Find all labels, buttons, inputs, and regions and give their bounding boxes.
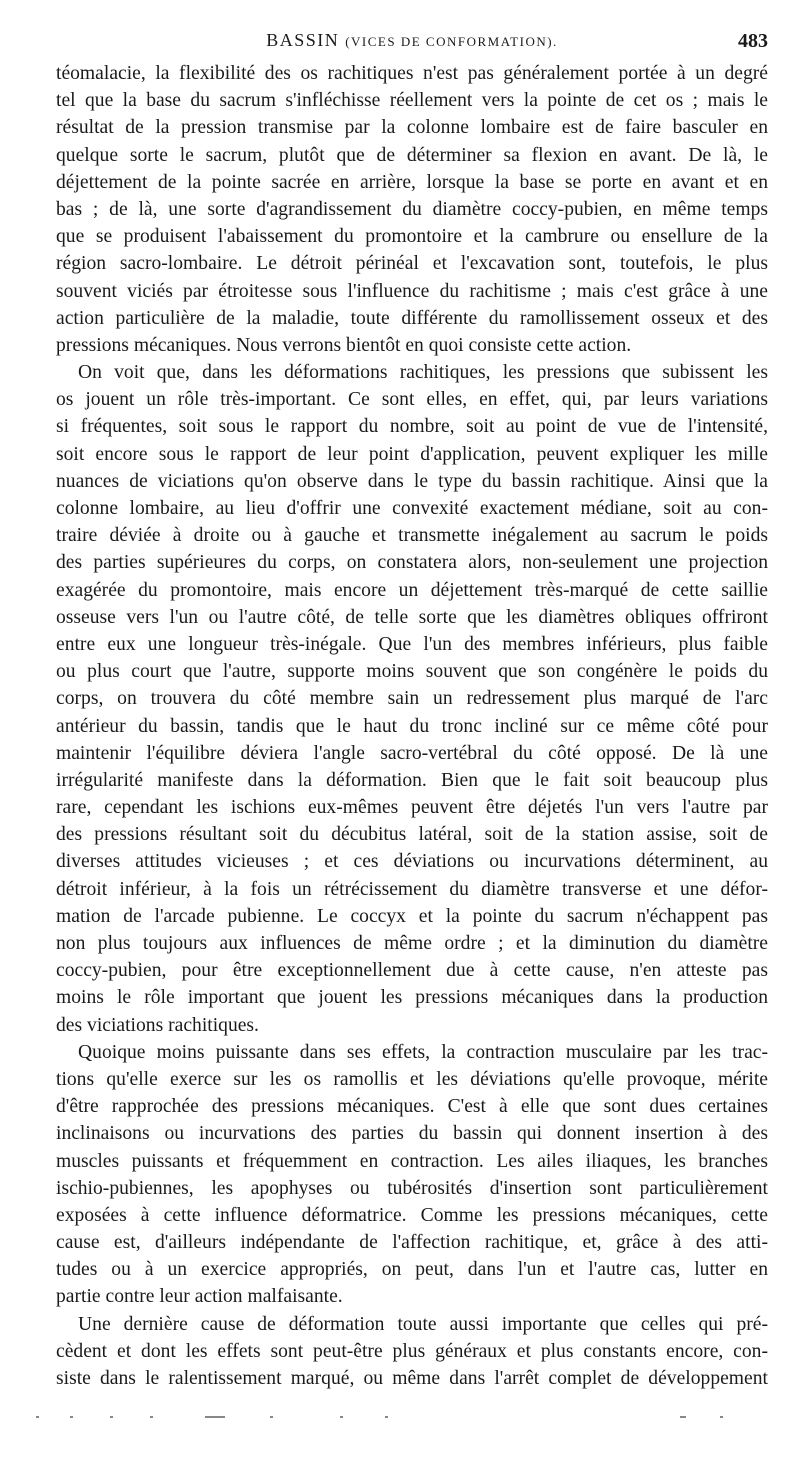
text-line: quelque sorte le sacrum, plutôt que de déterminer sa flexion en avant. De là, le bbox=[56, 144, 768, 166]
text-line: irrégularité manifeste dans la déformation. Bien que le fait soit beaucoup plus bbox=[56, 769, 768, 791]
text-line: osseuse vers l'un ou l'autre côté, de telle sorte que les diamètres obliques offriront bbox=[56, 606, 768, 628]
text-line: moins le rôle important que jouent les pressions mécaniques dans la production bbox=[56, 987, 768, 1009]
running-head-main: BASSIN bbox=[266, 30, 340, 50]
text-line: d'être rapprochée des pressions mécaniques. C'est à elle que sont dues certaines bbox=[56, 1096, 768, 1118]
text-line: tions qu'elle exerce sur les os ramollis et les déviations qu'elle provoque, mérite bbox=[56, 1068, 768, 1090]
running-head bbox=[56, 30, 768, 51]
text-line: action particulière de la maladie, toute différente du ramollissement osseux et des bbox=[56, 307, 768, 329]
text-line: tel que la base du sacrum s'infléchisse réellement vers la pointe de cet os ; mais le bbox=[56, 90, 768, 112]
text-line: ou plus court que l'autre, supporte moins souvent que son congénère le poids du bbox=[56, 661, 768, 683]
text-line: si fréquentes, soit sous le rapport du nombre, soit au point de vue de l'intensité, bbox=[56, 416, 768, 438]
text-line: exposées à cette influence déformatrice. Comme les pressions mécaniques, cette bbox=[56, 1204, 768, 1226]
text-line: bas ; de là, une sorte d'agrandissement du diamètre coccy-pubien, en même temps bbox=[56, 198, 768, 220]
paragraph bbox=[56, 1039, 768, 1311]
text-line: Quoique moins puissante dans ses effets, la contraction musculaire par les trac- bbox=[78, 1041, 768, 1063]
text-line: rare, cependant les ischions eux-mêmes peuvent être déjetés l'un vers l'autre par bbox=[56, 797, 768, 819]
paragraph bbox=[56, 60, 768, 359]
running-head-sub: (VICES DE CONFORMATION). bbox=[345, 34, 558, 49]
text-line: maintenir l'équilibre déviera l'angle sacro-vertébral du côté opposé. De là une bbox=[56, 742, 768, 764]
text-line: partie contre leur action malfaisante. bbox=[56, 1286, 343, 1308]
text-line: entre eux une longueur très-inégale. Que l'un des membres inférieurs, plus faible bbox=[56, 633, 768, 655]
text-line: détroit inférieur, à la fois un rétrécissement du diamètre transverse et une défor- bbox=[56, 878, 768, 900]
text-line: souvent viciés par étroitesse sous l'influence du rachitisme ; mais c'est grâce à une bbox=[56, 280, 768, 302]
text-line: des viciations rachitiques. bbox=[56, 1014, 259, 1036]
text-line: Une dernière cause de déformation toute aussi importante que celles qui pré- bbox=[78, 1313, 768, 1335]
text-line: déjettement de la pointe sacrée en arrière, lorsque la base se porte en avant et en bbox=[56, 171, 768, 193]
text-line: cause est, d'ailleurs indépendante de l'affection rachitique, et, grâce à des atti- bbox=[56, 1232, 768, 1254]
text-line: mation de l'arcade pubienne. Le coccyx et la pointe du sacrum n'échappent pas bbox=[56, 905, 768, 927]
text-line: colonne lombaire, au lieu d'offrir une convexité exactement médiane, soit au con- bbox=[56, 498, 768, 519]
text-line: nuances de viciations qu'on observe dans le type du bassin rachitique. Ainsi que la bbox=[56, 470, 768, 492]
text-line: résultat de la pression transmise par la colonne lombaire est de faire basculer en bbox=[56, 117, 768, 139]
text-line: os jouent un rôle très-important. Ce sont elles, en effet, qui, par leurs variations bbox=[56, 389, 768, 411]
text-line: ischio-pubiennes, les apophyses ou tubérosités d'insertion sont particulièrement bbox=[56, 1177, 768, 1199]
text-line: non plus toujours aux influences de même ordre ; et la diminution du diamètre bbox=[56, 933, 768, 954]
text-line: tudes ou à un exercice appropriés, on peut, dans l'un et l'autre cas, lutter en bbox=[56, 1259, 768, 1281]
text-line: des pressions résultant soit du décubitus latéral, soit de la station assise, soit de bbox=[56, 824, 768, 846]
text-line: exagérée du promontoire, mais encore un déjettement très-marqué de cette saillie bbox=[56, 579, 768, 601]
text-line: On voit que, dans les déformations rachitiques, les pressions que subissent les bbox=[78, 362, 768, 384]
text-line: que se produisent l'abaissement du promontoire et la cambrure ou ensellure de la bbox=[56, 226, 768, 248]
text-line: des parties supérieures du corps, on constatera alors, non-seulement une projection bbox=[56, 552, 768, 574]
page-number: 483 bbox=[738, 30, 768, 52]
text-line: muscles puissants et fréquemment en contraction. Les ailes iliaques, les branches bbox=[56, 1150, 768, 1172]
paragraph bbox=[56, 1311, 768, 1393]
paragraph bbox=[56, 359, 768, 1039]
text-line: cèdent et dont les effets sont peut-être plus généraux et plus constants encore, con- bbox=[56, 1340, 768, 1362]
text-line: corps, on trouvera du côté membre sain un redressement plus marqué de l'arc bbox=[56, 688, 768, 710]
text-line: inclinaisons ou incurvations des parties du bassin qui donnent insertion à des bbox=[56, 1123, 768, 1145]
text-line: siste dans le ralentissement marqué, ou même dans l'arrêt complet de développement bbox=[56, 1368, 768, 1389]
text-line: téomalacie, la flexibilité des os rachitiques n'est pas généralement portée à un degré bbox=[56, 63, 768, 84]
body-text bbox=[56, 60, 768, 1392]
text-line: traire déviée à droite ou à gauche et transmette inégalement au sacrum le poids bbox=[56, 525, 768, 547]
footer-specks bbox=[30, 1416, 750, 1426]
text-line: région sacro-lombaire. Le détroit périnéal et l'excavation sont, toutefois, le plus bbox=[56, 253, 768, 275]
text-line: pressions mécaniques. Nous verrons bientôt en quoi consiste cette action. bbox=[56, 334, 632, 356]
page-header bbox=[56, 30, 768, 60]
text-line: soit encore sous le rapport de leur point d'application, peuvent expliquer les mille bbox=[56, 443, 768, 465]
text-line: diverses attitudes vicieuses ; et ces déviations ou incurvations déterminent, au bbox=[56, 851, 768, 873]
text-line: coccy-pubien, pour être exceptionnellement due à cette cause, n'en atteste pas bbox=[56, 960, 768, 982]
text-line: antérieur du bassin, tandis que le haut du tronc incliné sur ce même côté pour bbox=[56, 715, 768, 737]
